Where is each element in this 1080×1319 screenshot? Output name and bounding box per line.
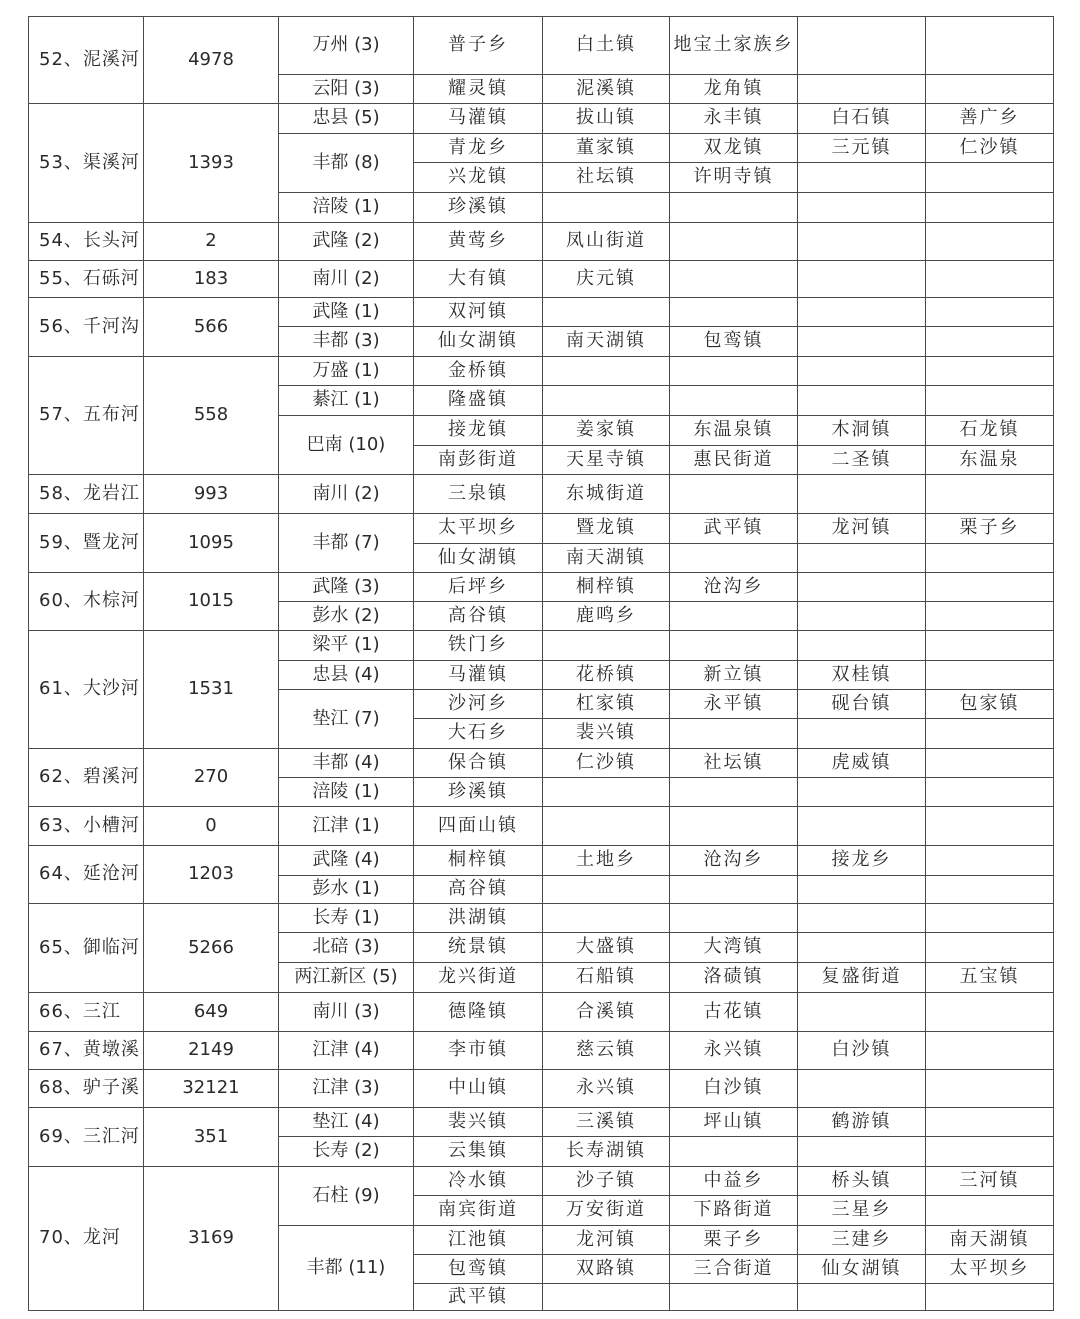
town-cell: 包家镇 bbox=[959, 692, 1020, 714]
town-cell: 社坛镇 bbox=[576, 166, 636, 187]
town-cell: 耀灵镇 bbox=[448, 77, 508, 99]
town-cell: 石船镇 bbox=[576, 966, 636, 987]
town-cell: 兴龙镇 bbox=[448, 166, 508, 187]
river-value-cell: 2149 bbox=[188, 1039, 234, 1060]
river-value-cell: 1531 bbox=[188, 678, 234, 699]
town-cell: 大盛镇 bbox=[576, 936, 636, 957]
river-name-cell: 67、黄墩溪 bbox=[39, 1039, 140, 1060]
town-cell: 马灌镇 bbox=[448, 107, 508, 128]
town-cell: 珍溪镇 bbox=[448, 196, 508, 217]
town-cell: 接龙镇 bbox=[448, 419, 508, 440]
town-cell: 凤山街道 bbox=[566, 230, 646, 251]
town-cell: 暨龙镇 bbox=[576, 517, 636, 538]
district-cell: 武隆 (3) bbox=[312, 575, 380, 597]
district-cell: 梁平 (1) bbox=[312, 634, 380, 655]
town-cell: 高谷镇 bbox=[448, 878, 508, 899]
town-cell: 姜家镇 bbox=[576, 419, 636, 440]
town-cell: 杠家镇 bbox=[576, 692, 636, 714]
town-cell: 金桥镇 bbox=[448, 359, 508, 381]
town-cell: 土地乡 bbox=[576, 849, 636, 870]
town-cell: 古花镇 bbox=[703, 1000, 764, 1022]
town-cell: 永丰镇 bbox=[703, 107, 764, 128]
town-cell: 石龙镇 bbox=[959, 419, 1020, 440]
column-divider bbox=[143, 16, 144, 1311]
town-cell: 仙女湖镇 bbox=[821, 1257, 902, 1279]
district-cell: 石柱 (9) bbox=[312, 1184, 380, 1206]
town-cell: 三溪镇 bbox=[576, 1110, 636, 1132]
town-cell: 慈云镇 bbox=[576, 1039, 636, 1060]
river-value-cell: 1095 bbox=[188, 531, 234, 553]
district-cell: 涪陵 (1) bbox=[312, 196, 380, 217]
town-cell: 拔山镇 bbox=[576, 107, 636, 128]
district-cell: 彭水 (1) bbox=[312, 878, 380, 899]
town-cell: 善广乡 bbox=[959, 107, 1020, 128]
river-divider bbox=[28, 1310, 1054, 1311]
town-cell: 三泉镇 bbox=[448, 482, 508, 504]
river-name-cell: 65、御临河 bbox=[39, 936, 140, 958]
town-cell: 白石镇 bbox=[831, 107, 892, 128]
town-cell: 三元镇 bbox=[831, 136, 892, 158]
town-cell: 白土镇 bbox=[576, 34, 636, 55]
town-cell: 东温泉 bbox=[959, 448, 1020, 470]
town-cell: 大湾镇 bbox=[703, 936, 764, 957]
town-cell: 复盛街道 bbox=[821, 966, 902, 987]
table-left-border bbox=[28, 16, 29, 1311]
town-cell: 仁沙镇 bbox=[959, 136, 1020, 158]
table-top-border bbox=[28, 16, 1054, 17]
town-cell: 双龙镇 bbox=[703, 136, 764, 158]
town-cell: 中山镇 bbox=[448, 1077, 508, 1098]
town-cell: 花桥镇 bbox=[576, 663, 636, 685]
town-cell: 普子乡 bbox=[448, 34, 508, 55]
town-cell: 太平坝乡 bbox=[949, 1257, 1030, 1279]
town-cell: 沧沟乡 bbox=[703, 575, 764, 597]
town-cell: 青龙乡 bbox=[448, 136, 508, 158]
table-right-border bbox=[1053, 16, 1054, 1311]
district-cell: 忠县 (5) bbox=[312, 107, 380, 128]
town-cell: 南宾街道 bbox=[438, 1199, 518, 1220]
town-cell: 白沙镇 bbox=[831, 1039, 892, 1060]
river-name-cell: 53、渠溪河 bbox=[39, 151, 140, 173]
district-cell: 南川 (3) bbox=[312, 1000, 380, 1022]
river-name-cell: 63、小槽河 bbox=[39, 814, 140, 836]
column-divider bbox=[669, 16, 670, 1311]
district-cell: 万盛 (1) bbox=[312, 359, 380, 381]
town-cell: 二圣镇 bbox=[831, 448, 892, 470]
town-cell: 三河镇 bbox=[959, 1169, 1020, 1191]
district-cell: 綦江 (1) bbox=[312, 389, 380, 410]
district-cell: 丰都 (4) bbox=[312, 751, 380, 773]
district-cell: 南川 (2) bbox=[312, 267, 380, 289]
river-value-cell: 1393 bbox=[188, 151, 234, 173]
town-cell: 武平镇 bbox=[703, 517, 764, 538]
town-cell: 桐梓镇 bbox=[576, 575, 636, 597]
town-cell: 铁门乡 bbox=[448, 634, 508, 655]
river-value-cell: 1015 bbox=[188, 590, 234, 611]
town-cell: 长寿湖镇 bbox=[566, 1140, 646, 1161]
town-cell: 洛碛镇 bbox=[703, 966, 764, 987]
district-cell: 长寿 (2) bbox=[312, 1140, 380, 1161]
town-cell: 万安街道 bbox=[566, 1199, 646, 1220]
town-cell: 双河镇 bbox=[448, 300, 508, 322]
town-cell: 双路镇 bbox=[576, 1257, 636, 1279]
district-cell: 武隆 (1) bbox=[312, 300, 380, 322]
river-value-cell: 351 bbox=[193, 1125, 229, 1147]
river-value-cell: 5266 bbox=[188, 936, 234, 958]
town-cell: 下路街道 bbox=[693, 1199, 774, 1220]
town-cell: 天星寺镇 bbox=[566, 448, 646, 470]
river-name-cell: 55、石砾河 bbox=[39, 267, 140, 289]
district-cell: 南川 (2) bbox=[312, 482, 380, 504]
town-cell: 鹿鸣乡 bbox=[576, 604, 636, 626]
town-cell: 包鸾镇 bbox=[448, 1257, 508, 1279]
river-name-cell: 61、大沙河 bbox=[39, 678, 140, 699]
town-cell: 南彭街道 bbox=[438, 448, 518, 470]
town-cell: 董家镇 bbox=[576, 136, 636, 158]
river-value-cell: 2 bbox=[205, 230, 217, 251]
town-cell: 永平镇 bbox=[703, 692, 764, 714]
river-name-cell: 62、碧溪河 bbox=[39, 766, 140, 787]
town-cell: 木洞镇 bbox=[831, 419, 892, 440]
town-cell: 后坪乡 bbox=[448, 575, 508, 597]
district-cell: 云阳 (3) bbox=[312, 77, 380, 99]
town-cell: 三合街道 bbox=[693, 1257, 774, 1279]
river-name-cell: 69、三汇河 bbox=[39, 1125, 140, 1147]
river-value-cell: 183 bbox=[193, 267, 229, 289]
town-cell: 砚台镇 bbox=[831, 692, 892, 714]
district-cell: 武隆 (2) bbox=[312, 230, 380, 251]
town-cell: 接龙乡 bbox=[831, 849, 892, 870]
town-cell: 保合镇 bbox=[448, 751, 508, 773]
river-value-cell: 1203 bbox=[188, 863, 234, 884]
river-value-cell: 558 bbox=[193, 404, 229, 425]
column-divider bbox=[925, 16, 926, 1311]
river-name-cell: 54、长头河 bbox=[39, 230, 140, 251]
district-cell: 江津 (3) bbox=[312, 1077, 380, 1098]
town-cell: 沙子镇 bbox=[576, 1169, 636, 1191]
town-cell: 桥头镇 bbox=[831, 1169, 892, 1191]
town-cell: 冷水镇 bbox=[448, 1169, 508, 1191]
town-cell: 太平坝乡 bbox=[438, 517, 518, 538]
town-cell: 李市镇 bbox=[448, 1039, 508, 1060]
town-cell: 珍溪镇 bbox=[448, 780, 508, 802]
town-cell: 统景镇 bbox=[448, 936, 508, 957]
town-cell: 五宝镇 bbox=[959, 966, 1020, 987]
town-cell: 三建乡 bbox=[831, 1228, 892, 1250]
river-name-cell: 56、千河沟 bbox=[39, 315, 140, 337]
town-cell: 武平镇 bbox=[448, 1285, 508, 1307]
river-name-cell: 52、泥溪河 bbox=[39, 48, 140, 70]
town-cell: 江池镇 bbox=[448, 1228, 508, 1250]
town-cell: 南天湖镇 bbox=[566, 546, 646, 568]
town-cell: 东城街道 bbox=[566, 482, 646, 504]
town-cell: 南天湖镇 bbox=[949, 1228, 1030, 1250]
town-cell: 东温泉镇 bbox=[693, 419, 774, 440]
town-cell: 永兴镇 bbox=[576, 1077, 636, 1098]
town-cell: 泥溪镇 bbox=[576, 77, 636, 99]
column-divider bbox=[542, 16, 543, 1311]
town-cell: 庆元镇 bbox=[576, 267, 636, 289]
river-name-cell: 57、五布河 bbox=[39, 404, 140, 425]
town-cell: 洪湖镇 bbox=[448, 906, 508, 928]
district-cell: 涪陵 (1) bbox=[312, 780, 380, 802]
district-cell: 丰都 (7) bbox=[312, 531, 380, 553]
river-name-cell: 59、暨龙河 bbox=[39, 531, 140, 553]
river-name-cell: 66、三江 bbox=[39, 1000, 121, 1022]
town-cell: 马灌镇 bbox=[448, 663, 508, 685]
town-cell: 坪山镇 bbox=[703, 1110, 764, 1132]
river-value-cell: 4978 bbox=[188, 48, 234, 70]
district-cell: 江津 (4) bbox=[312, 1039, 380, 1060]
river-name-cell: 68、驴子溪 bbox=[39, 1077, 140, 1098]
district-cell: 北碚 (3) bbox=[312, 936, 380, 957]
district-cell: 丰都 (11) bbox=[306, 1256, 386, 1278]
town-cell: 仙女湖镇 bbox=[438, 330, 518, 351]
district-cell: 江津 (1) bbox=[312, 814, 380, 836]
town-cell: 德隆镇 bbox=[448, 1000, 508, 1022]
district-cell: 两江新区 (5) bbox=[294, 966, 398, 987]
town-cell: 沧沟乡 bbox=[703, 849, 764, 870]
town-cell: 三星乡 bbox=[831, 1199, 892, 1220]
town-cell: 隆盛镇 bbox=[448, 389, 508, 410]
town-cell: 高谷镇 bbox=[448, 604, 508, 626]
column-divider bbox=[797, 16, 798, 1311]
town-cell: 黄莺乡 bbox=[448, 230, 508, 251]
district-cell: 垫江 (4) bbox=[312, 1110, 380, 1132]
river-value-cell: 32121 bbox=[182, 1077, 240, 1098]
town-cell: 包鸾镇 bbox=[703, 330, 764, 351]
town-cell: 合溪镇 bbox=[576, 1000, 636, 1022]
town-cell: 鹤游镇 bbox=[831, 1110, 892, 1132]
town-cell: 仁沙镇 bbox=[576, 751, 636, 773]
town-cell: 许明寺镇 bbox=[693, 166, 774, 187]
district-cell: 丰都 (3) bbox=[312, 330, 380, 351]
town-cell: 中益乡 bbox=[703, 1169, 764, 1191]
river-value-cell: 566 bbox=[193, 315, 229, 337]
town-cell: 沙河乡 bbox=[448, 692, 508, 714]
district-cell: 丰都 (8) bbox=[312, 151, 380, 173]
town-cell: 新立镇 bbox=[703, 663, 764, 685]
town-cell: 龙河镇 bbox=[576, 1228, 636, 1250]
town-cell: 栗子乡 bbox=[959, 517, 1020, 538]
town-cell: 龙兴街道 bbox=[438, 966, 518, 987]
district-cell: 巴南 (10) bbox=[306, 433, 386, 455]
town-cell: 永兴镇 bbox=[703, 1039, 764, 1060]
column-divider bbox=[278, 16, 279, 1311]
town-cell: 栗子乡 bbox=[703, 1228, 764, 1250]
town-cell: 大石乡 bbox=[448, 722, 508, 743]
district-cell: 忠县 (4) bbox=[312, 663, 380, 685]
town-cell: 龙河镇 bbox=[831, 517, 892, 538]
district-cell: 长寿 (1) bbox=[312, 906, 380, 928]
town-cell: 南天湖镇 bbox=[566, 330, 646, 351]
town-cell: 双桂镇 bbox=[831, 663, 892, 685]
town-cell: 虎威镇 bbox=[831, 751, 892, 773]
river-name-cell: 64、延沧河 bbox=[39, 863, 140, 884]
river-value-cell: 649 bbox=[193, 1000, 229, 1022]
town-cell: 桐梓镇 bbox=[448, 849, 508, 870]
town-cell: 裴兴镇 bbox=[576, 722, 636, 743]
town-cell: 四面山镇 bbox=[438, 814, 518, 836]
town-cell: 裴兴镇 bbox=[448, 1110, 508, 1132]
river-name-cell: 70、龙河 bbox=[39, 1227, 121, 1248]
river-value-cell: 993 bbox=[193, 482, 229, 504]
town-cell: 云集镇 bbox=[448, 1140, 508, 1161]
town-cell: 社坛镇 bbox=[703, 751, 764, 773]
river-value-cell: 3169 bbox=[188, 1227, 234, 1248]
town-cell: 惠民街道 bbox=[693, 448, 774, 470]
town-cell: 大有镇 bbox=[448, 267, 508, 289]
town-cell: 仙女湖镇 bbox=[438, 546, 518, 568]
town-cell: 地宝土家族乡 bbox=[673, 34, 794, 55]
district-cell: 武隆 (4) bbox=[312, 849, 380, 870]
town-cell: 白沙镇 bbox=[703, 1077, 764, 1098]
column-divider bbox=[413, 16, 414, 1311]
river-value-cell: 270 bbox=[193, 766, 229, 787]
town-cell: 龙角镇 bbox=[703, 77, 764, 99]
river-name-cell: 60、木棕河 bbox=[39, 590, 140, 611]
river-name-cell: 58、龙岩江 bbox=[39, 482, 140, 504]
district-cell: 垫江 (7) bbox=[312, 707, 380, 729]
district-cell: 万州 (3) bbox=[312, 34, 380, 55]
district-cell: 彭水 (2) bbox=[312, 604, 380, 626]
river-value-cell: 0 bbox=[205, 814, 217, 836]
